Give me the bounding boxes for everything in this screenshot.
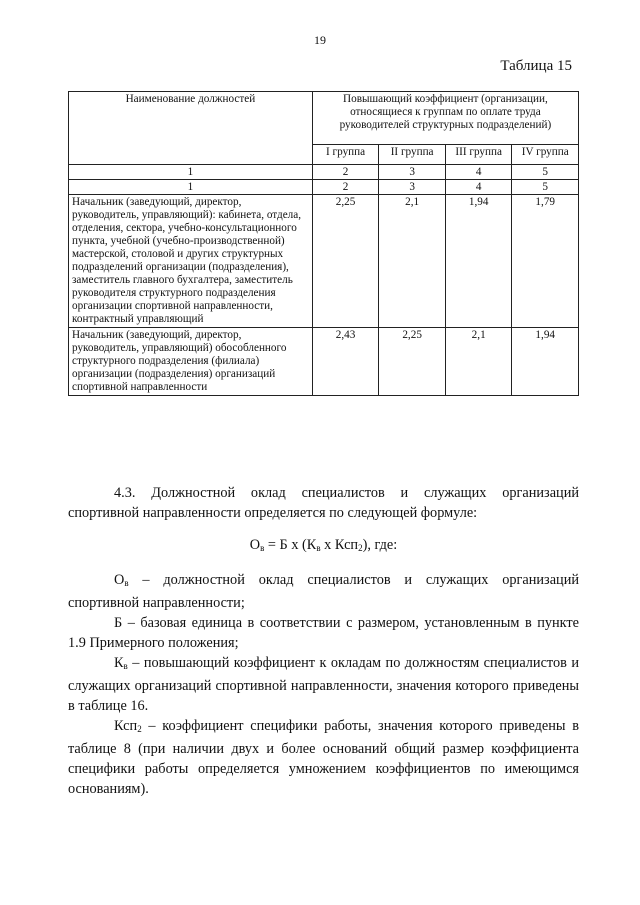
position-name: Начальник (заведующий, директор, руководитель, управляющий): кабинета, отдела, отделения, сектора, учебно-консультационного пункта, учебной (учебно-производственной) мастерской, столовой и других структурных подразделений организации (подразделения), заместитель главного бухгалтера, заместитель руководителя структурного подразделения организации спортивной направленности, контрактный управляющий [69,195,313,328]
term-subscript: в [123,661,128,671]
coefficient-value: 2,25 [312,195,379,328]
coefficient-table [68,91,579,396]
column-number: 1 [69,165,313,180]
definition-text: – должностной оклад специалистов и служащих организаций спортивной направленности; [68,572,579,611]
coefficient-value: 2,1 [379,195,446,328]
table-header-row [69,92,579,145]
header-position-name: Наименование должностей [69,92,313,165]
page-number: 19 [314,33,326,47]
formula-subscript: 2 [358,543,363,553]
column-number-row [69,165,579,180]
header-coefficient: Повышающий коэффициент (организации, относящиеся к группам по оплате труда руководителей структурных подразделений) [312,92,578,145]
formula-part: = Б х (К [264,537,317,553]
column-number: 1 [69,180,313,195]
formula-part: О [249,537,261,553]
term-subscript: 2 [137,724,142,734]
table-caption: Таблица 15 [500,58,572,74]
paragraph-4-3: 4.3. Должностной оклад специалистов и служащих организаций спортивной направленности определяется по следующей формуле: [68,485,579,521]
definition-b: Б – базовая единица в соответствии с размером, установленным в пункте 1.9 Примерного положения; [68,615,579,651]
column-number: 2 [312,165,379,180]
formula-part: х Ксп [320,537,359,553]
header-group-2: II группа [379,144,446,164]
column-number: 3 [379,180,446,195]
coefficient-value: 1,79 [512,195,579,328]
table-row [69,328,579,396]
column-number: 5 [512,165,579,180]
position-name: Начальник (заведующий, директор, руководитель, управляющий) обособленного структурного подразделения (филиала) организации (подразделения) организаций спортивной направленности [69,328,313,396]
formula-subscript: в [316,543,321,553]
coefficient-value: 2,43 [312,328,379,396]
header-group-4: IV группа [512,144,579,164]
formula-part: ), где: [362,537,398,553]
column-number: 2 [312,180,379,195]
definition-ksp [68,716,579,799]
main-text [68,483,579,799]
definition-text: – повышающий коэффициент к окладам по должностям специалистов и служащих организаций спортивной направленности, значения которого приведены в таблице 16. [68,655,579,714]
header-group-3: III группа [445,144,512,164]
coefficient-value: 1,94 [445,195,512,328]
term-subscript: в [124,578,129,588]
column-number: 4 [445,165,512,180]
column-number: 4 [445,180,512,195]
column-number: 3 [379,165,446,180]
definition-ov [68,570,579,613]
formula-subscript: в [260,543,265,553]
definition-text: – коэффициент специфики работы, значения которого приведены в таблице 8 (при наличии двух и более оснований общий размер коэффициента специфики работы определяется умножением коэффициентов по имеющимся основаниям). [68,718,579,797]
definition-kv [68,653,579,716]
coefficient-value: 1,94 [512,328,579,396]
term: О [114,572,125,588]
term: Ксп [114,718,138,734]
header-group-1: I группа [312,144,379,164]
table-row [69,195,579,328]
formula [68,535,579,558]
column-number: 5 [512,180,579,195]
column-number-row [69,180,579,195]
coefficient-value: 2,25 [379,328,446,396]
term: К [114,655,124,671]
coefficient-value: 2,1 [445,328,512,396]
